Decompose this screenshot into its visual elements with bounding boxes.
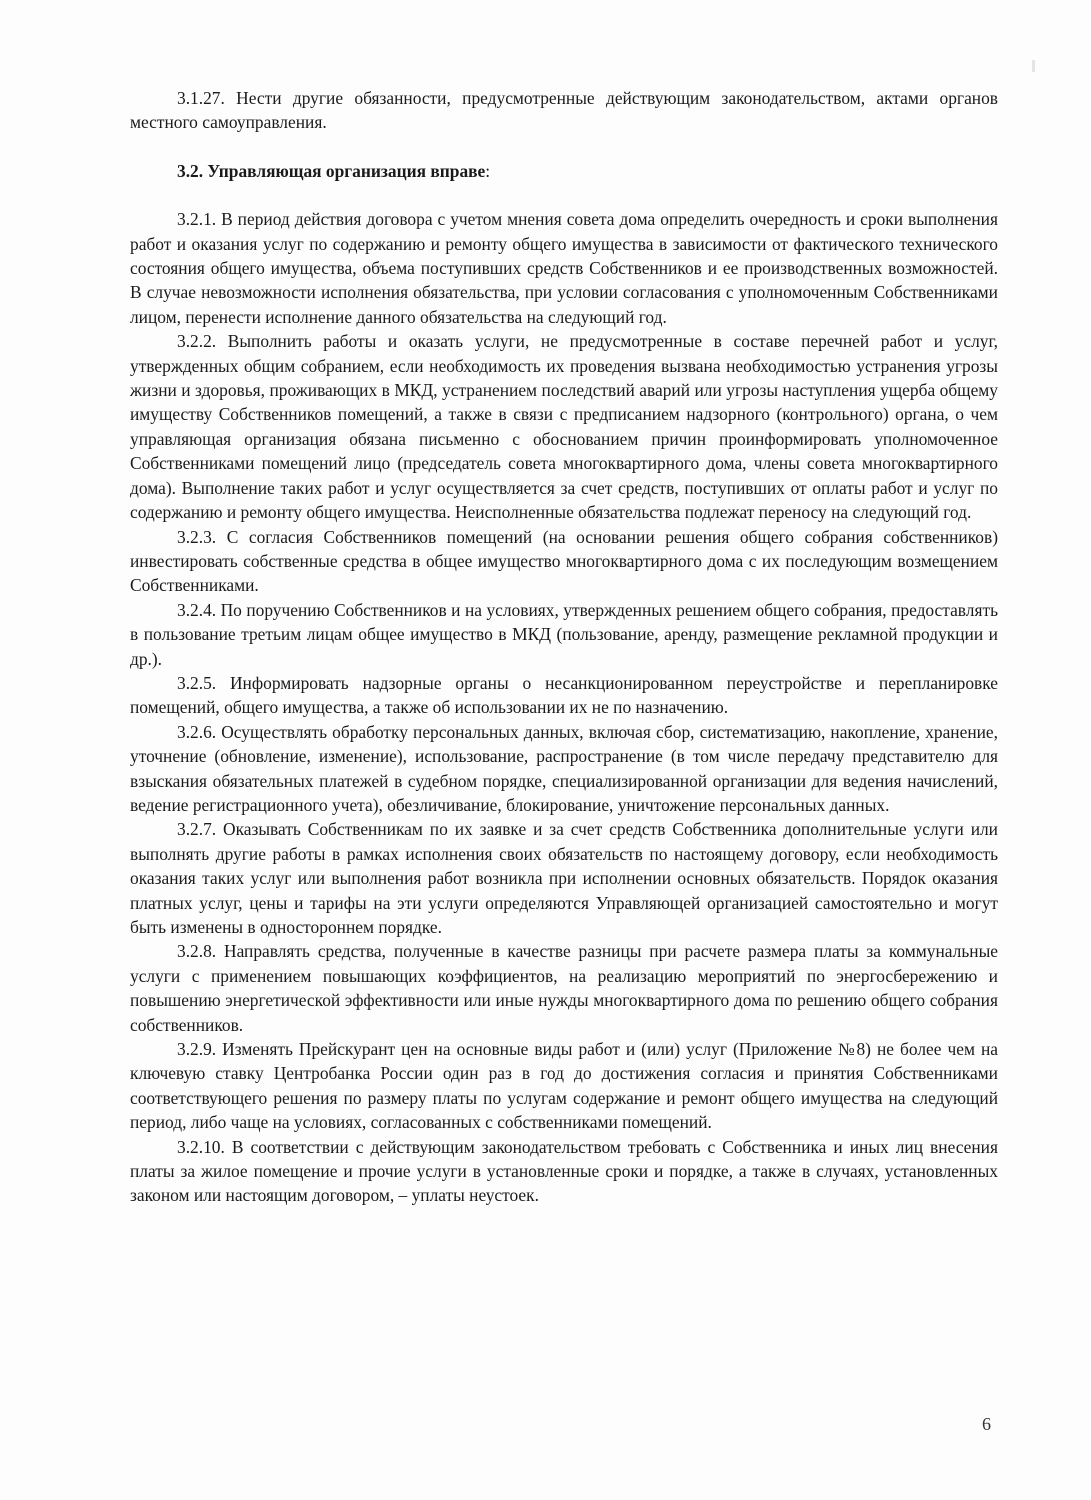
document-body — [130, 86, 998, 1208]
spacer — [130, 183, 998, 207]
paragraph-3-2-9: 3.2.9. Изменять Прейскурант цен на основные виды работ и (или) услуг (Приложение №8) не более чем на ключевую ставку Центробанка России один раз в год до достижения согласия и принятия Собственниками соответствующего решения по размеру платы по услугам содержание и ремонт общего имущества на следующий период, либо чаще на условиях, согласованных с собственниками помещений. — [130, 1039, 998, 1133]
paragraph-3-2-1: 3.2.1. В период действия договора с учетом мнения совета дома определить очередность и сроки выполнения работ и оказания услуг по содержанию и ремонту общего имущества в зависимости от фактического технического состояния общего имущества, объема поступивших средств Собственников и ее производственных возможностей. В случае невозможности исполнения обязательства, при условии согласования с уполномоченным Собственниками лицом, перенести исполнение данного обязательства на следующий год. — [130, 209, 998, 327]
section-heading-text: 3.2. Управляющая организация вправе — [177, 160, 486, 181]
paragraph-3-2-8: 3.2.8. Направлять средства, полученные в качестве разницы при расчете размера платы за коммунальные услуги с применением повышающих коэффициентов, на реализацию мероприятий по энергосбережению и повышению энергетической эффективности или иные нужды многоквартирного дома по решению общего собрания собственников. — [130, 941, 998, 1035]
paragraph-3-2-6: 3.2.6. Осуществлять обработку персональных данных, включая сбор, систематизацию, накопление, хранение, уточнение (обновление, изменение), использование, распространение (в том числе передачу представителю для взыскания обязательных платежей в судебном порядке, специализированной организации для ведения начислений, ведение регистрационного учета), обезличивание, блокирование, уничтожение персональных данных. — [130, 721, 998, 815]
section-heading — [130, 159, 998, 183]
paragraph-3-2-2: 3.2.2. Выполнить работы и оказать услуги, не предусмотренные в составе перечней работ и услуг, утвержденных общим собранием, если необходимость их проведения вызвана необходимостью устранения угрозы жизни и здоровья, проживающих в МКД, устранением последствий аварий или угрозы наступления ущерба общему имуществу Собственников помещений, а также в связи с предписанием надзорного (контрольного) органа, о чем управляющая организация обязана письменно с обоснованием причин проинформировать уполномоченное Собственниками помещений лицо (председатель совета многоквартирного дома, члены совета многоквартирного дома). Выполнение таких работ и услуг осуществляется за счет средств, поступивших от оплаты работ и услуг по содержанию и ремонту общего имущества. Неисполненные обязательства подлежат переносу на следующий год. — [130, 331, 998, 523]
paragraph-3-1-27: 3.1.27. Нести другие обязанности, предусмотренные действующим законодательством, актами органов местного самоуправления. — [130, 88, 998, 133]
paragraph-3-2-3: 3.2.3. С согласия Собственников помещений (на основании решения общего собрания собственников) инвестировать собственные средства в общее имущество многоквартирного дома с их последующим возмещением Собственниками. — [130, 526, 998, 596]
paragraph-3-2-7: 3.2.7. Оказывать Собственникам по их заявке и за счет средств Собственника дополнительные услуги или выполнять другие работы в рамках исполнения своих обязательств по настоящему договору, если необходимость оказания таких услуг или выполнения работ возникла при исполнении основных обязательств. Порядок оказания платных услуг, цены и тарифы на эти услуги определяются Управляющей организацией самостоятельно и могут быть изменены в одностороннем порядке. — [130, 819, 998, 937]
paragraph-3-2-4: 3.2.4. По поручению Собственников и на условиях, утвержденных решением общего собрания, предоставлять в пользование третьим лицам общее имущество в МКД (пользование, аренду, размещение рекламной продукции и др.). — [130, 599, 998, 669]
paragraph-3-2-10: 3.2.10. В соответствии с действующим законодательством требовать с Собственника и иных лиц внесения платы за жилое помещение и прочие услуги в установленные сроки и порядке, а также в случаях, установленных законом или настоящим договором, – уплаты неустоек. — [130, 1136, 998, 1206]
spacer — [130, 135, 998, 159]
page-number: 6 — [982, 1414, 991, 1434]
paragraph-3-2-5: 3.2.5. Информировать надзорные органы о несанкционированном переустройстве и перепланировке помещений, общего имущества, а также об использовании их не по назначению. — [130, 672, 998, 718]
section-heading-colon: : — [485, 160, 491, 181]
scan-artifact — [1032, 60, 1035, 72]
